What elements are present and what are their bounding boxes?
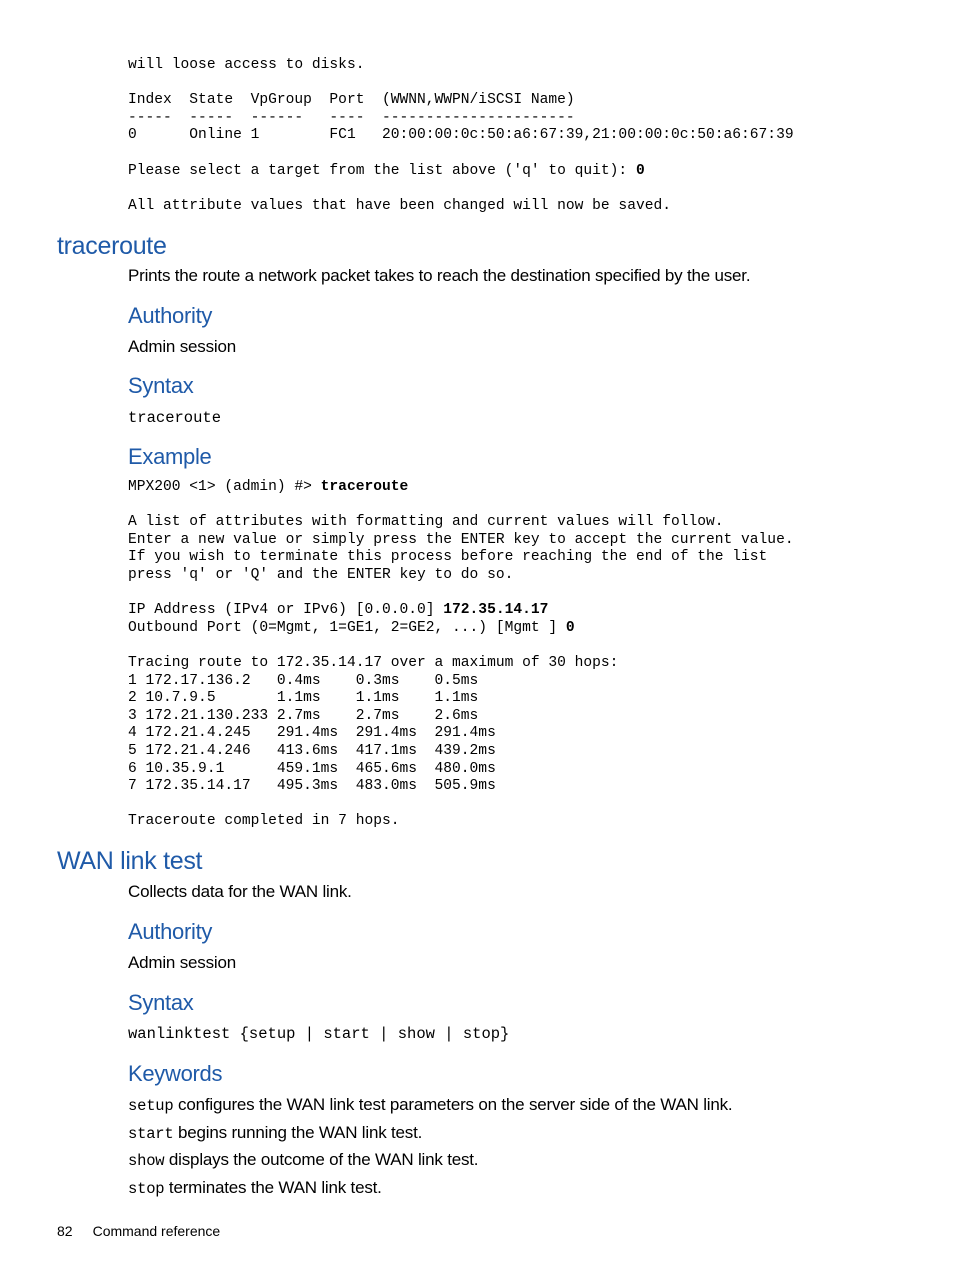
cli-command: traceroute [320,479,409,495]
target-table-header: Index State VpGroup Port (WWNN,WWPN/iSCSI Name) [128,92,575,109]
target-table-rule: ----- ----- ------ ---- ---------------------- [128,109,575,126]
wanlinktest-title: WAN link test [57,847,203,875]
ip-prompt: IP Address (IPv4 or IPv6) [0.0.0.0] [128,602,444,619]
example-intro: A list of attributes with formatting and current values will follow. Enter a new value or simply press the ENTER key to accept the current value. If you wish to terminate this process before reaching the end of the list press 'q' or 'Q' and the ENTER key to do so. [128,514,794,583]
target-prompt-answer: 0 [635,162,645,179]
keyword-stop [128,1177,382,1200]
wanlinktest-syntax: wanlinktest {setup | start | show | stop} [128,1025,510,1043]
output-line: will loose access to disks. [128,57,365,73]
keyword-term: setup [128,1097,174,1115]
page-number: 82 [57,1223,73,1239]
cli-prompt: MPX200 <1> (admin) #> [128,479,321,495]
keyword-text: terminates the WAN link test. [164,1178,382,1197]
keyword-term: start [128,1125,174,1143]
trace-completed: Traceroute completed in 7 hops. [128,813,400,830]
wanlinktest-keywords-heading: Keywords [128,1061,223,1086]
footer-section: Command reference [92,1223,221,1239]
ip-value: 172.35.14.17 [443,602,549,619]
traceroute-syntax-heading: Syntax [128,373,194,398]
page-footer [57,1222,220,1240]
wanlinktest-authority-heading: Authority [128,919,213,944]
continued-output [128,57,794,215]
keyword-text: configures the WAN link test parameters on the server side of the WAN link. [173,1095,733,1114]
keyword-start [128,1122,422,1145]
target-table-row: 0 Online 1 FC1 20:00:00:0c:50:a6:67:39,21:00:00:0c:50:a6:67:39 [128,127,794,144]
keyword-show [128,1149,478,1172]
wanlinktest-syntax-heading: Syntax [128,990,194,1015]
port-prompt: Outbound Port (0=Mgmt, 1=GE1, 2=GE2, ...) [Mgmt ] [128,619,566,636]
traceroute-description: Prints the route a network packet takes to reach the destination specified by the user. [128,266,751,285]
traceroute-example-heading: Example [128,444,212,469]
trace-output: Tracing route to 172.35.14.17 over a maximum of 30 hops: 1 172.17.136.2 0.4ms 0.3ms 0.5ms 2 10.7.9.5 1.1ms 1.1ms 1.1ms 3 172.21.130.233 2.7ms 2.7ms 2.6ms 4 172.21.4.245 291.4ms 291.4ms 291.4ms 5 172.21.4.246 413.6ms 417.1ms 439.2ms 6 10.35.9.1 459.1ms 465.6ms 480.0ms 7 172.35.14.17 495.3ms 483.0ms 505.9ms [128,654,619,795]
keyword-text: begins running the WAN link test. [173,1123,423,1142]
wanlinktest-authority: Admin session [128,953,236,972]
keyword-term: show [128,1152,165,1170]
port-value: 0 [565,619,575,636]
traceroute-example [128,479,794,831]
keyword-setup [128,1094,732,1117]
traceroute-authority-heading: Authority [128,303,213,328]
traceroute-title: traceroute [57,232,167,260]
traceroute-syntax: traceroute [128,409,222,427]
keyword-term: stop [128,1180,165,1198]
traceroute-authority: Admin session [128,337,236,356]
target-prompt: Please select a target from the list above ('q' to quit): [128,162,636,179]
saved-message: All attribute values that have been changed will now be saved. [128,197,671,214]
keyword-text: displays the outcome of the WAN link test. [164,1150,479,1169]
wanlinktest-description: Collects data for the WAN link. [128,882,352,901]
